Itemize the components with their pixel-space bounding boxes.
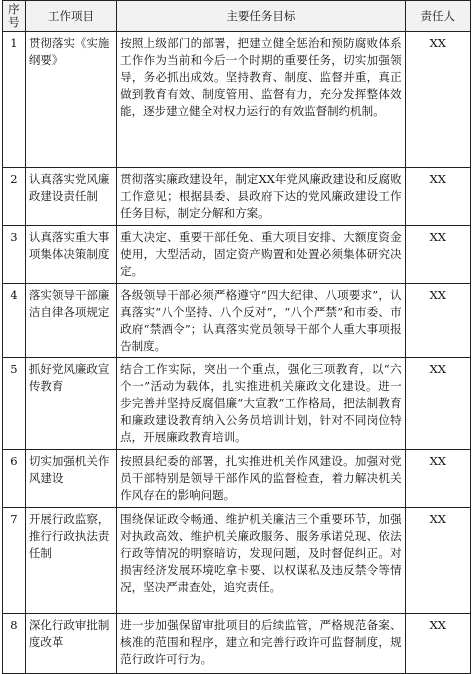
row-goal: 进一步加强保留审批项目的后续监管，严格规范备案、核准的范围和程序，建立和完善行政许可监督制度，规范行政许可行为。 — [117, 614, 405, 674]
row-seq: 5 — [3, 358, 26, 450]
row-seq: 6 — [3, 450, 26, 508]
task-table — [2, 0, 471, 674]
row-resp: XX — [405, 358, 470, 450]
row-goal: 重大决定、重要干部任免、重大项目安排、大额度资金使用，大型活动，固定资产购置和处置必须集体研究决定。 — [117, 226, 405, 284]
row-item: 落实领导干部廉洁自律各项规定 — [25, 284, 116, 358]
row-seq: 3 — [3, 226, 26, 284]
row-item: 贯彻落实《实施纲要》 — [25, 32, 116, 168]
row-goal: 各级领导干部必须严格遵守“四大纪律、八项要求”，认真落实“八个坚持、八个反对”，“八个严禁”和市委、市政府“禁酒令”；认真落实党员领导干部个人重大事项报告制度。 — [117, 284, 405, 358]
table-header-row — [3, 1, 471, 32]
row-goal: 围绕保证政令畅通、维护机关廉洁三个重要环节，加强对执政高效、维护机关廉政服务、服务承诺兑现、依法行政等情况的明察暗访，发现问题，及时督促纠正。对损害经济发展环境吃拿卡要、以权谋私及违反禁令等情况，坚决严肃查处，追究责任。 — [117, 508, 405, 614]
header-seq: 序号 — [3, 1, 26, 32]
row-resp: XX — [405, 614, 470, 674]
header-item: 工作项目 — [25, 1, 116, 32]
row-resp: XX — [405, 508, 470, 614]
row-seq: 4 — [3, 284, 26, 358]
row-resp: XX — [405, 450, 470, 508]
row-item: 抓好党风廉政宣传教育 — [25, 358, 116, 450]
header-resp: 责任人 — [405, 1, 470, 32]
table-row — [3, 614, 471, 674]
row-goal: 贯彻落实廉政建设年，制定XX年党风廉政建设和反腐败工作意见；根据县委、县政府下达的党风廉政建设工作任务目标，制定分解和方案。 — [117, 168, 405, 226]
row-resp: XX — [405, 168, 470, 226]
table-row — [3, 450, 471, 508]
row-item: 深化行政审批制度改革 — [25, 614, 116, 674]
table-row — [3, 284, 471, 358]
row-goal: 按照上级部门的部署，把建立健全惩治和预防腐败体系工作作为当前和今后一个时期的重要任务，切实加强领导，务必抓出成效。坚持教育、制度、监督并重，真正做到教育有效、制度管用、监督有力，充分发挥整体效能，逐步建立健全对权力运行的有效监督制约机制。 — [117, 32, 405, 168]
table-row — [3, 32, 471, 168]
row-item: 认真落实重大事项集体决策制度 — [25, 226, 116, 284]
header-goal: 主要任务目标 — [117, 1, 405, 32]
row-seq: 1 — [3, 32, 26, 168]
table-row — [3, 508, 471, 614]
row-goal: 按照县纪委的部署，扎实推进机关作风建设。加强对党员干部特别是领导干部作风的监督检查，着力解决机关作风存在的影响问题。 — [117, 450, 405, 508]
table-row — [3, 168, 471, 226]
row-seq: 8 — [3, 614, 26, 674]
row-seq: 2 — [3, 168, 26, 226]
row-resp: XX — [405, 284, 470, 358]
row-item: 切实加强机关作风建设 — [25, 450, 116, 508]
row-goal: 结合工作实际，突出一个重点，强化三项教育，以“六个一”活动为载体，扎实推进机关廉政文化建设。进一步完善并坚持反腐倡廉“大宣教”工作格局，把法制教育和廉政建设教育纳入公务员培训计划，针对不同岗位特点，开展廉政教育培训。 — [117, 358, 405, 450]
row-item: 开展行政监察，推行行政执法责任制 — [25, 508, 116, 614]
row-item: 认真落实党风廉政建设责任制 — [25, 168, 116, 226]
table-row — [3, 226, 471, 284]
row-seq: 7 — [3, 508, 26, 614]
row-resp: XX — [405, 32, 470, 168]
row-resp: XX — [405, 226, 470, 284]
table-row — [3, 358, 471, 450]
